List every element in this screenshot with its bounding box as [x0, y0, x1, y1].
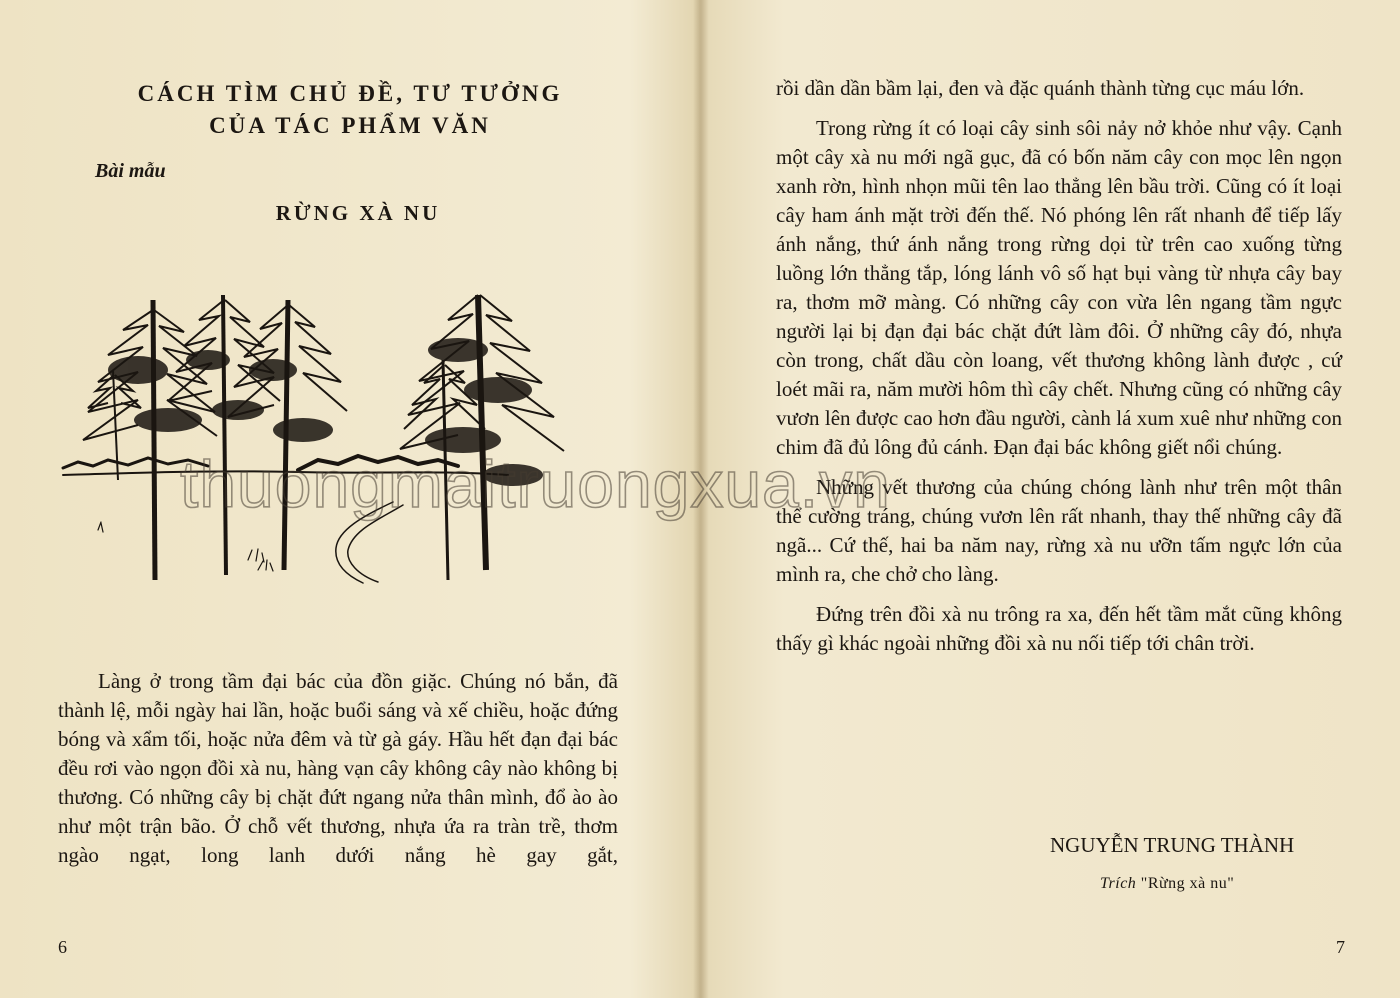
watermark: thuongmaitruongxua.vn	[180, 447, 891, 521]
sample-label: Bài mẫu	[95, 160, 166, 182]
paragraph: Những vết thương của chúng chóng lành như trên một thân thể cường tráng, chúng vươn lên rất nhanh, thay thế những cây đã ngã... Cứ thế, hai ba năm nay, rừng xà nu ưỡn tấm ngực lớn của mình ra, che chở cho làng.	[776, 475, 1342, 586]
source-prefix: Trích	[1100, 875, 1137, 892]
story-paragraph	[58, 667, 618, 870]
paragraph: Trong rừng ít có loại cây sinh sôi nảy nở khỏe như vậy. Cạnh một cây xà nu mới ngã gục, đã có bốn năm cây con mọc lên ngọn xanh rờn, hình nhọn mũi tên lao thẳng lên bầu trời. Cũng có ít loại cây ham ánh mặt trời đến thế. Nó phóng lên rất nhanh để tiếp lấy ánh nắng, thứ ánh nắng trong rừng dọi từ trên cao xuống từng luồng lớn thẳng tắp, lóng lánh vô số hạt bụi vàng từ nhựa cây bay ra, thơm mỡ màng. Có những cây con vừa lên ngang tầm ngực người lại bị đạn đại bác chặt đứt làm đôi. Ở những cây đó, nhựa còn trong, chất dầu còn loang, vết thương không lành được , cứ loét mãi ra, năm mười hôm thì cây chết. Nhưng cũng có những cây vươn lên được cao hơn đầu người, cành lá xum xuê như những con chim đã đủ lông đủ cánh. Đạn đại bác không giết nổi chúng.	[776, 116, 1342, 459]
page-number-left: 6	[58, 937, 67, 957]
story-title: RỪNG XÀ NU	[275, 201, 441, 225]
paragraph: Đứng trên đồi xà nu trông ra xa, đến hết tầm mắt cũng không thấy gì khác ngoài những đồi xà nu nối tiếp tới chân trời.	[776, 602, 1342, 655]
paragraph-continuation: rồi dần dần bầm lại, đen và đặc quánh thành từng cục máu lớn.	[776, 76, 1305, 100]
source-title: "Rừng xà nu"	[1140, 875, 1235, 892]
chapter-title-line-1: CÁCH TÌM CHỦ ĐỀ, TƯ TƯỞNG	[137, 81, 563, 106]
pine-forest-icon	[58, 280, 598, 585]
chapter-title-line-2: CỦA TÁC PHẨM VĂN	[209, 113, 491, 138]
page-number-right: 7	[1336, 937, 1345, 957]
source-citation	[1100, 875, 1234, 893]
story-text	[776, 74, 1342, 669]
author-name: NGUYỄN TRUNG THÀNH	[1050, 833, 1295, 857]
right-page	[700, 0, 1400, 998]
paragraph-text: Làng ở trong tầm đại bác của đồn giặc. Chúng nó bắn, đã thành lệ, mỗi ngày hai lần, hoặc buổi sáng và xế chiều, hoặc đứng bóng và xẩm tối, hoặc nửa đêm và từ gà gáy. Hầu hết đạn đại bác đều rơi vào ngọn đồi xà nu, hàng vạn cây không cây nào không bị thương. Có những cây bị chặt đứt ngang nửa thân mình, đổ ào ào như một trận bão. Ở chỗ vết thương, nhựa ứa ra tràn trề, thơm ngào ngạt, long lanh dưới nắng hè gay gắt,	[58, 669, 618, 867]
chapter-title	[60, 78, 640, 142]
